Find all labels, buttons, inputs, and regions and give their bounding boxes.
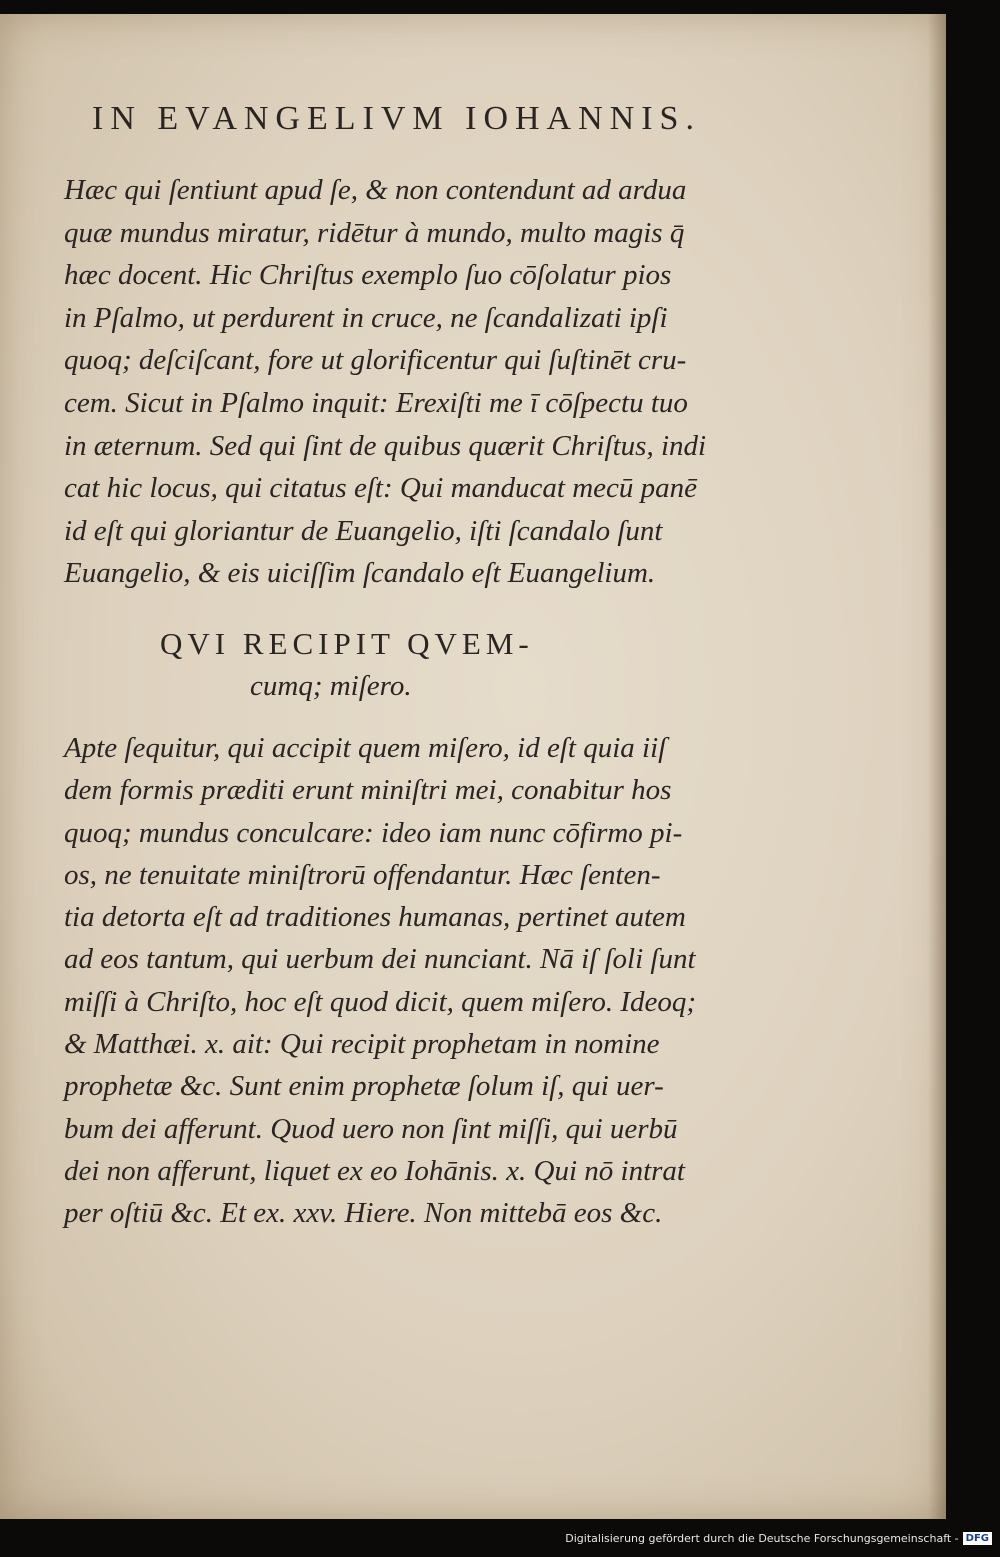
section-heading-continuation: cumq; miſero. bbox=[250, 670, 412, 702]
text-line: os, ne tenuitate miniſtrorū offendantur. Hæc ſenten- bbox=[64, 858, 661, 891]
text-line: Hæc qui ſentiunt apud ſe, & non contendunt ad ardua bbox=[64, 174, 687, 206]
text-line: hæc docent. Hic Chriſtus exemplo ſuo cōſolatur pios bbox=[64, 259, 672, 292]
text-line: in æternum. Sed qui ſint de quibus quærit Chriſtus, indi bbox=[64, 429, 707, 462]
text-line: quoq; mundus conculcare: ideo iam nunc cōfirmo pi- bbox=[64, 816, 683, 849]
digitization-credit bbox=[565, 1532, 992, 1545]
text-line: miſſi à Chriſto, hoc eſt quod dicit, quem miſero. Ideoq; bbox=[64, 985, 697, 1018]
running-head: IN EVANGELIVM IOHANNIS. bbox=[92, 100, 701, 137]
text-line: cat hic locus, qui citatus eſt: Qui manducat mecū panē bbox=[64, 472, 698, 505]
book-page bbox=[0, 14, 946, 1519]
text-line: Euangelio, & eis uiciſſim ſcandalo eſt Euangelium. bbox=[64, 557, 656, 590]
text-line: quæ mundus miratur, ridētur à mundo, multo magis q̄ bbox=[64, 216, 685, 249]
text-line: quoq; deſciſcant, fore ut glorificentur qui ſuſtinēt cru- bbox=[64, 344, 687, 377]
credit-text: Digitalisierung gefördert durch die Deutsche Forschungsgemeinschaft - bbox=[565, 1532, 959, 1545]
text-line: id eſt qui gloriantur de Euangelio, iſti ſcandalo ſunt bbox=[64, 514, 663, 547]
text-line: in Pſalmo, ut perdurent in cruce, ne ſcandalizati ipſi bbox=[64, 301, 668, 334]
text-line: Apte ſequitur, qui accipit quem miſero, id eſt quia iiſ bbox=[64, 732, 667, 764]
text-line: & Matthæi. x. ait: Qui recipit prophetam in nomine bbox=[64, 1028, 660, 1061]
text-line: dem formis præditi erunt miniſtri mei, conabitur hos bbox=[64, 774, 672, 807]
paragraph-1 bbox=[64, 169, 784, 595]
text-line: ad eos tantum, qui uerbum dei nunciant. Nā iſ ſoli ſunt bbox=[64, 943, 696, 976]
text-line: bum dei afferunt. Quod uero non ſint miſſi, qui uerbū bbox=[64, 1112, 678, 1145]
text-line: prophetæ &c. Sunt enim prophetæ ſolum iſ, qui uer- bbox=[64, 1070, 664, 1103]
text-line: dei non afferunt, liquet ex eo Iohānis. x. Qui nō intrat bbox=[64, 1154, 685, 1187]
section-heading: QVI RECIPIT QVEM- bbox=[160, 626, 534, 661]
text-line: per oſtiū &c. Et ex. xxv. Hiere. Non mittebā eos &c. bbox=[64, 1197, 663, 1230]
dfg-logo: DFG bbox=[963, 1532, 992, 1545]
paragraph-2 bbox=[64, 727, 784, 1235]
text-line: tia detorta eſt ad traditiones humanas, pertinet autem bbox=[64, 901, 686, 934]
text-line: cem. Sicut in Pſalmo inquit: Erexiſti me ī cōſpectu tuo bbox=[64, 386, 688, 419]
